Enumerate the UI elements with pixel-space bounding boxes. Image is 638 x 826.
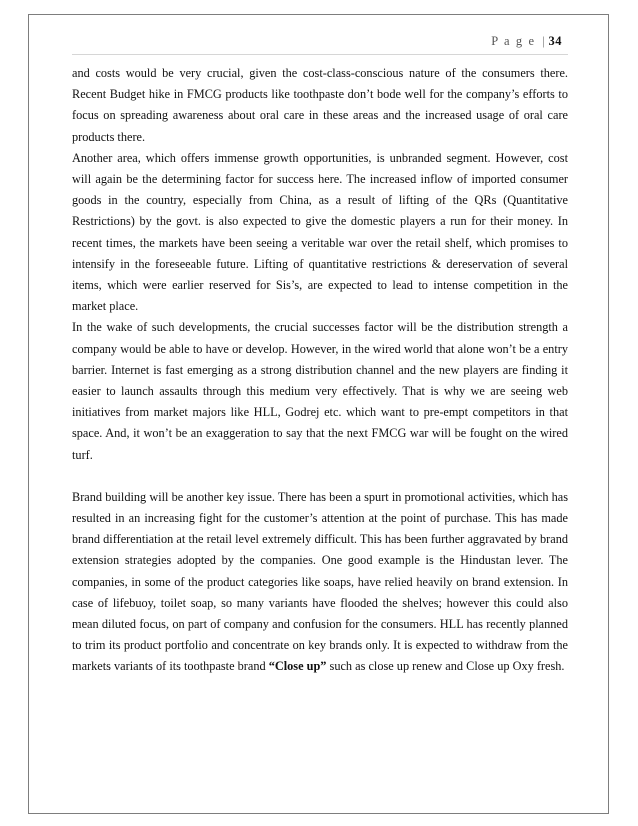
brand-name-close-up: “Close up” xyxy=(268,659,327,674)
paragraph-costs: and costs would be very crucial, given the cost-class-conscious nature of the consumers there. Recent Budget hike in FMCG products like toothpaste don’t bode well for the company’s efforts to focus on spreading awareness about oral care in these areas and the increased usage of oral care products there. xyxy=(72,66,568,144)
paragraph-unbranded-segment: Another area, which offers immense growth opportunities, is unbranded segment. However, cost will again be the determining factor for success here. The increased inflow of imported consumer goods in the country, especially from China, as a result of lifting of the QRs (Quantitative Restrictions) by the govt. is also expected to give the domestic players a run for their money. In recent times, the markets have been seeing a veritable war over the retail shelf, which promises to intensify in the foreseeable future. Lifting of quantitative restrictions & dereservation of several items, which were earlier reserved for Sis’s, are expected to lead to intense competition in the market place. xyxy=(72,150,568,314)
brand-text-end: such as close up renew and Close up Oxy fresh. xyxy=(326,659,565,674)
header-separator: | xyxy=(542,34,547,48)
document-body xyxy=(72,63,568,678)
paragraph-brand-building xyxy=(72,487,568,678)
page-number: 34 xyxy=(548,34,562,48)
paragraph-gap xyxy=(72,466,568,487)
brand-text-start: Brand building will be another key issue. There has been a spurt in promotional activities, which has resulted in an increasing fight for the customer’s attention at the point of purchase. This has made brand differentiation at the retail level extremely difficult. This has been further aggravated by brand extension strategies adopted by the companies. One good example is the Hindustan lever. The companies, in some of the product categories like soaps, have relied heavily on brand extension. In case of lifebuoy, toilet soap, so many variants have flooded the shelves; however this could also mean diluted focus, on part of company and confusion for the consumers. HLL has recently planned to trim its product portfolio and concentrate on key brands only. It is expected to withdraw from the markets variants of its toothpaste brand xyxy=(72,489,568,674)
header-rule xyxy=(72,54,568,55)
page-label: P a g e xyxy=(491,34,536,48)
page-header xyxy=(491,34,562,49)
paragraph-distribution: In the wake of such developments, the crucial successes factor will be the distribution strength a company would be able to have or develop. However, in the wired world that alone won’t be a entry barrier. Internet is fast emerging as a strong distribution channel and the new players are finding it easier to launch assaults through this medium very effectively. That is why we are seeing web initiatives from market majors like HLL, Godrej etc. which want to pre-empt competitors in that space. And, it won’t be an exaggeration to say that the next FMCG war will be fought on the wired turf. xyxy=(72,320,568,462)
